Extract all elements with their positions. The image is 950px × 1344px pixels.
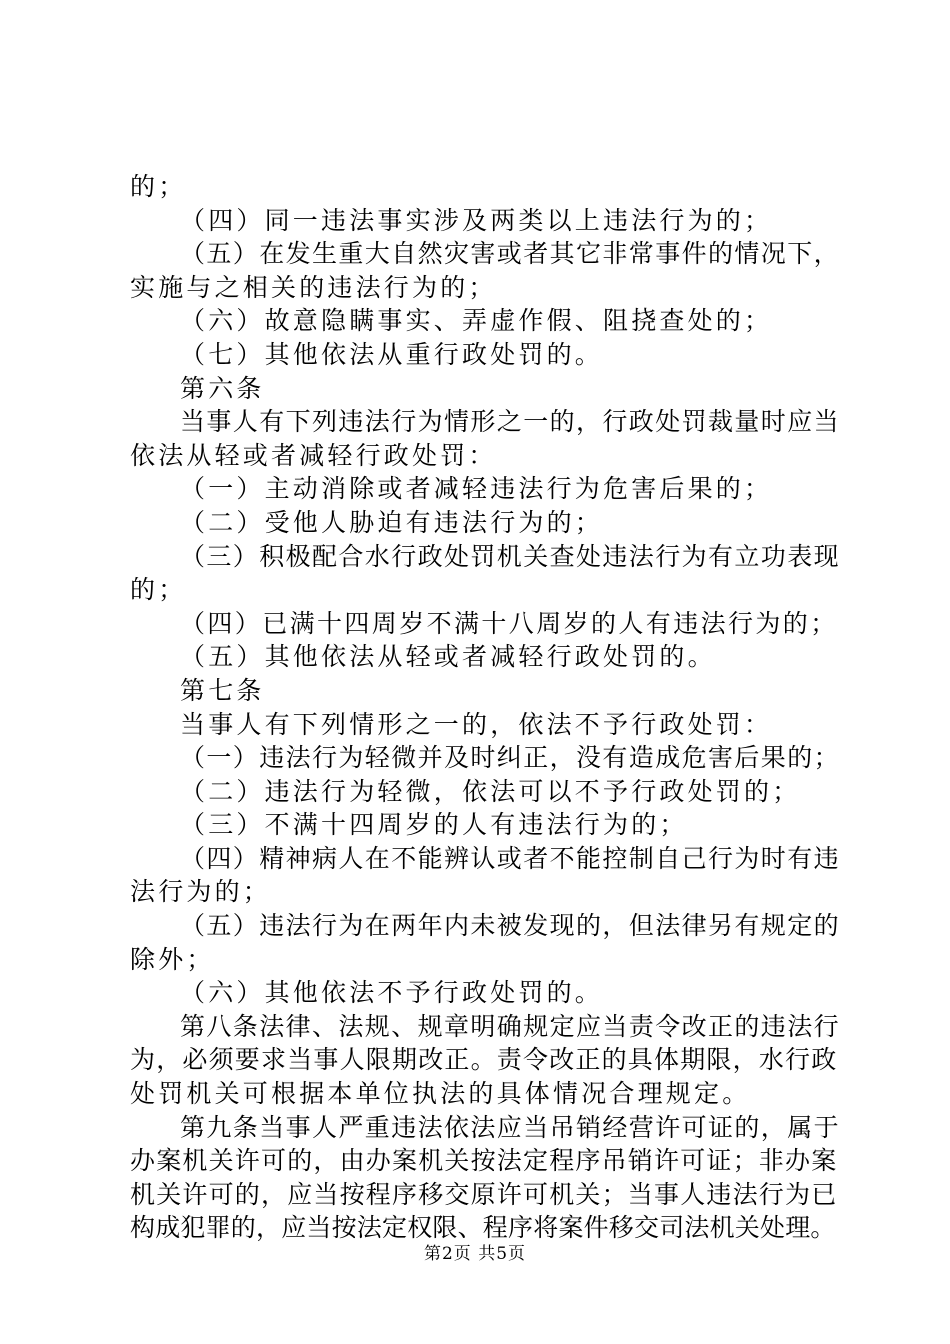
text-line: （一）主动消除或者减轻违法行为危害后果的； [180,474,773,504]
text-line: 当事人有下列违法行为情形之一的，行政处罚裁量时应当 [180,407,841,437]
text-line: （三）积极配合水行政处罚机关查处违法行为有立功表现 [180,541,841,571]
text-line: （五）违法行为在两年内未被发现的，但法律另有规定的 [180,911,841,941]
text-line: （五）其他依法从轻或者减轻行政处罚的。 [180,642,716,672]
text-line: （二）违法行为轻微，依法可以不予行政处罚的； [180,776,801,806]
text-line: 依法从轻或者减轻行政处罚： [130,440,497,470]
text-line: 法行为的； [130,877,272,907]
text-line: （一）违法行为轻微并及时纠正，没有造成危害后果的； [180,743,841,773]
text-line: 实施与之相关的违法行为的； [130,272,497,302]
text-line: （六）其他依法不予行政处罚的。 [180,978,604,1008]
text-line: 机关许可的，应当按程序移交原许可机关；当事人违法行为已 [130,1179,838,1209]
page-number-footer: 第2页 共5页 [423,1244,527,1264]
text-line: 第九条当事人严重违法依法应当吊销经营许可证的，属于 [180,1112,841,1142]
text-line: 为，必须要求当事人限期改正。责令改正的具体期限，水行政 [130,1045,838,1075]
text-line: 的； [130,575,187,605]
text-line: 第七条 [180,675,265,705]
text-line: 办案机关许可的，由办案机关按法定程序吊销许可证；非办案 [130,1146,838,1176]
text-line: 除外； [130,944,215,974]
text-line: 当事人有下列情形之一的，依法不予行政处罚： [180,709,773,739]
text-line: （四）精神病人在不能辨认或者不能控制自己行为时有违 [180,843,841,873]
text-line: 第八条法律、法规、规章明确规定应当责令改正的违法行 [180,1011,841,1041]
text-line: （三）不满十四周岁的人有违法行为的； [180,810,688,840]
text-line: 处罚机关可根据本单位执法的具体情况合理规定。 [130,1079,751,1109]
text-line: （六）故意隐瞒事实、弄虚作假、阻挠查处的； [180,306,773,336]
text-line: （四）同一违法事实涉及两类以上违法行为的； [180,205,773,235]
text-line: （二）受他人胁迫有违法行为的； [180,507,604,537]
text-line: 的； [130,172,187,201]
text-line: （七）其他依法从重行政处罚的。 [180,339,604,369]
text-line: （五）在发生重大自然灾害或者其它非常事件的情况下， [180,239,841,269]
text-line: 构成犯罪的，应当按法定权限、程序将案件移交司法机关处理。 [130,1213,836,1243]
document-body [130,170,840,1245]
text-line: 第六条 [180,373,265,403]
text-line: （四）已满十四周岁不满十八周岁的人有违法行为的； [180,608,838,638]
